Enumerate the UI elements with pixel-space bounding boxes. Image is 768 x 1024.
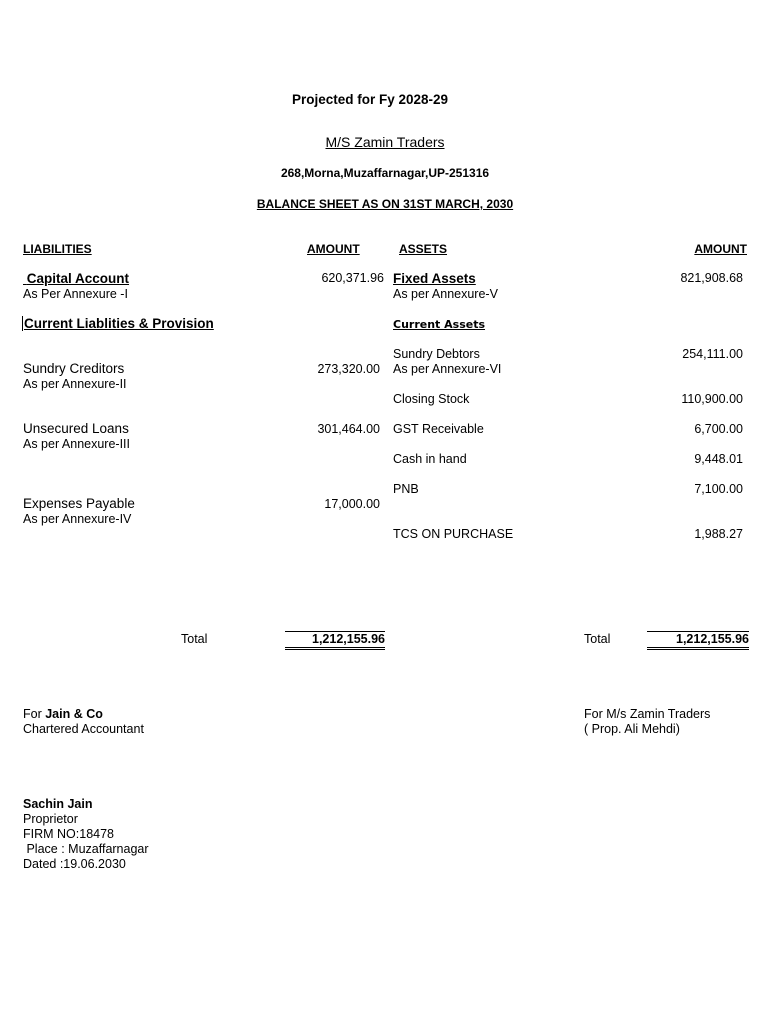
capital-account-amount: 620,371.96 bbox=[321, 271, 384, 285]
signer-role: Proprietor bbox=[23, 812, 78, 826]
fixed-assets-amount: 821,908.68 bbox=[680, 271, 743, 285]
gst-receivable-amount: 6,700.00 bbox=[694, 422, 743, 436]
pnb-label: PNB bbox=[393, 482, 419, 496]
sundry-creditors-sub: As per Annexure-II bbox=[23, 377, 127, 391]
total-amount-left: 1,212,155.96 bbox=[285, 631, 385, 650]
amount-header-left: AMOUNT bbox=[307, 242, 360, 256]
capital-account-sub: As Per Annexure -I bbox=[23, 287, 128, 301]
sundry-creditors-label: Sundry Creditors bbox=[23, 361, 125, 376]
tcs-on-purchase-label: TCS ON PURCHASE bbox=[393, 527, 514, 541]
liabilities-header: LIABILITIES bbox=[23, 242, 92, 256]
ca-firm-line: For Jain & Co bbox=[23, 707, 103, 721]
statement-title: BALANCE SHEET AS ON 31ST MARCH, 2030 bbox=[256, 197, 514, 211]
current-liabilities-heading: Current Liablities & Provision bbox=[24, 316, 214, 331]
company-name: M/S Zamin Traders bbox=[325, 134, 445, 150]
sundry-debtors-sub: As per Annexure-VI bbox=[393, 362, 502, 376]
amount-header-right: AMOUNT bbox=[694, 242, 747, 256]
expenses-payable-sub: As per Annexure-IV bbox=[23, 512, 132, 526]
sundry-debtors-amount: 254,111.00 bbox=[682, 347, 743, 361]
unsecured-loans-amount: 301,464.00 bbox=[317, 422, 380, 436]
total-label-right: Total bbox=[584, 632, 611, 646]
capital-account-label: Capital Account bbox=[26, 271, 130, 286]
unsecured-loans-label: Unsecured Loans bbox=[23, 421, 129, 436]
expenses-payable-label: Expenses Payable bbox=[23, 496, 135, 511]
signer-name: Sachin Jain bbox=[23, 797, 93, 811]
closing-stock-label: Closing Stock bbox=[393, 392, 470, 406]
closing-stock-amount: 110,900.00 bbox=[681, 392, 743, 406]
expenses-payable-amount: 17,000.00 bbox=[324, 497, 380, 511]
ca-title: Chartered Accountant bbox=[23, 722, 144, 736]
assets-header: ASSETS bbox=[399, 242, 448, 256]
place: Place : Muzaffarnagar bbox=[23, 842, 149, 856]
trader-proprietor: ( Prop. Ali Mehdi) bbox=[584, 722, 680, 736]
total-amount-right: 1,212,155.96 bbox=[647, 631, 749, 650]
firm-number: FIRM NO:18478 bbox=[23, 827, 115, 841]
cash-in-hand-amount: 9,448.01 bbox=[694, 452, 743, 466]
pnb-amount: 7,100.00 bbox=[694, 482, 743, 496]
projection-title: Projected for Fy 2028-29 bbox=[291, 92, 449, 107]
fixed-assets-label: Fixed Assets bbox=[393, 271, 476, 286]
dated: Dated :19.06.2030 bbox=[23, 857, 126, 871]
current-assets-heading: Current Assets bbox=[393, 318, 486, 331]
trader-for-line: For M/s Zamin Traders bbox=[584, 707, 711, 721]
tcs-on-purchase-amount: 1,988.27 bbox=[694, 527, 743, 541]
sundry-creditors-amount: 273,320.00 bbox=[317, 362, 380, 376]
unsecured-loans-sub: As per Annexure-III bbox=[23, 437, 131, 451]
gst-receivable-label: GST Receivable bbox=[393, 422, 484, 436]
fixed-assets-sub: As per Annexure-V bbox=[393, 287, 498, 301]
sundry-debtors-label: Sundry Debtors bbox=[393, 347, 480, 361]
company-address: 268,Morna,Muzaffarnagar,UP-251316 bbox=[280, 166, 490, 180]
total-label-left: Total bbox=[181, 632, 208, 646]
cash-in-hand-label: Cash in hand bbox=[393, 452, 467, 466]
